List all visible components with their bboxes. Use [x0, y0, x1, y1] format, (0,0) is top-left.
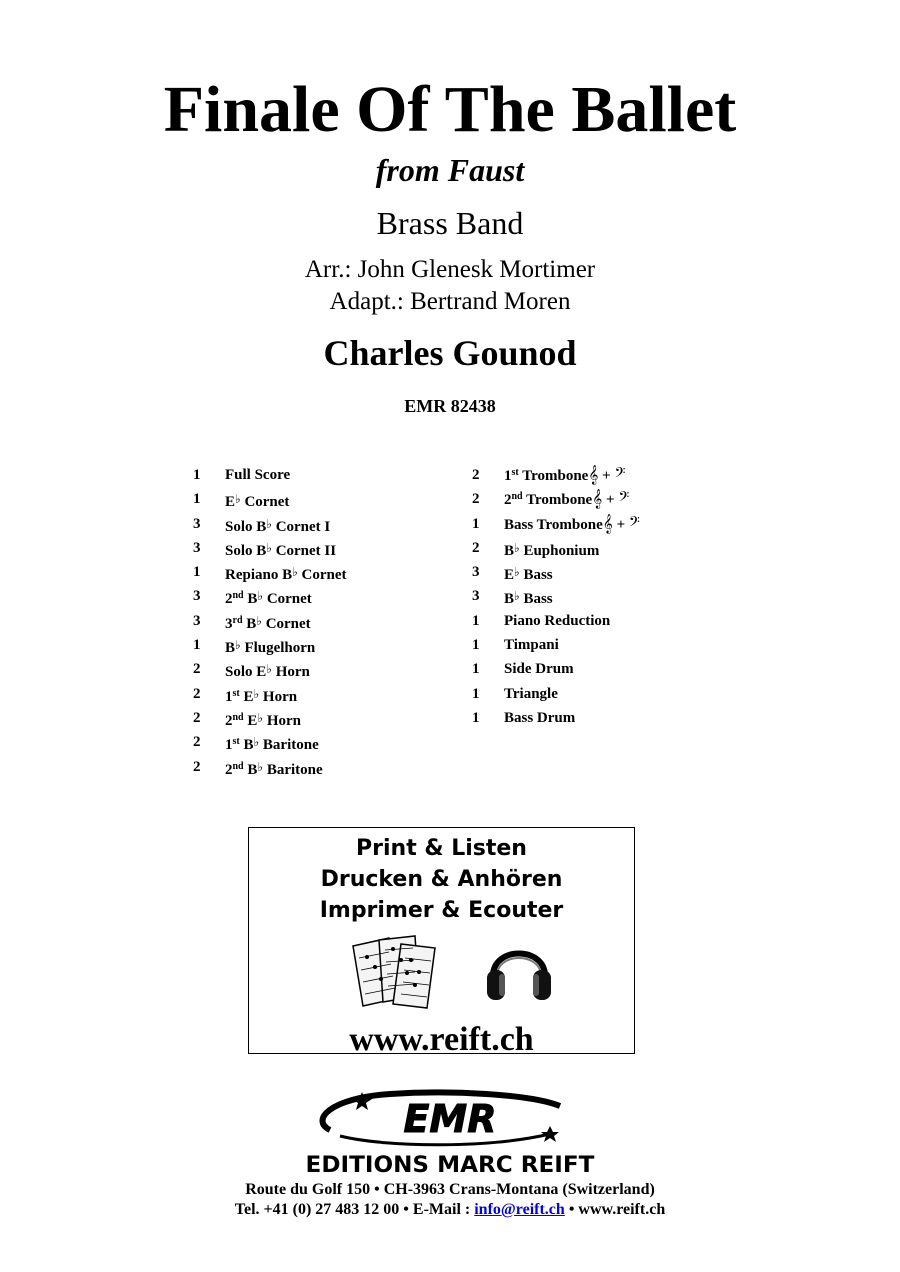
part-quantity: 1 — [472, 709, 480, 726]
part-name — [225, 584, 312, 611]
part-label: Bass Drum — [504, 709, 576, 726]
part-label-suffix: Cornet — [261, 615, 311, 632]
part-row — [193, 536, 453, 560]
bass-clef-icon: 𝄢 — [628, 513, 640, 534]
part-name — [504, 536, 599, 563]
part-name — [504, 657, 574, 681]
part-name — [225, 706, 301, 733]
part-quantity: 1 — [472, 637, 480, 654]
part-row — [193, 755, 453, 779]
treble-clef-icon: 𝄞 — [592, 489, 603, 510]
part-quantity: 1 — [472, 612, 480, 629]
arranger: Arr.: John Glenesk Mortimer — [304, 256, 596, 283]
part-quantity: 2 — [472, 491, 480, 508]
part-quantity: 1 — [472, 515, 480, 532]
part-row — [193, 657, 453, 681]
treble-clef-icon: 𝄞 — [588, 465, 599, 485]
flat-sign-icon: ♭ — [235, 638, 241, 653]
part-name — [504, 512, 640, 537]
part-label: B — [243, 761, 258, 778]
part-row — [193, 682, 453, 706]
part-row — [193, 730, 453, 754]
parts-list-left — [193, 463, 453, 779]
part-name — [225, 609, 311, 636]
part-label-suffix: Cornet — [240, 494, 290, 511]
part-label: B — [225, 640, 236, 657]
part-label-suffix: Baritone — [259, 737, 319, 754]
part-name — [225, 463, 290, 487]
bass-clef-icon: 𝄢 — [618, 489, 630, 510]
part-name — [225, 487, 289, 514]
part-name — [504, 463, 625, 488]
part-label: Timpani — [504, 637, 559, 654]
part-ordinal-suffix: nd — [232, 711, 244, 723]
part-quantity: 2 — [472, 467, 480, 483]
part-row — [472, 633, 732, 657]
part-label: Trombone — [518, 468, 589, 484]
print-listen-label: Print & Listen — [356, 836, 527, 861]
flat-sign-icon: ♭ — [253, 735, 260, 750]
part-row — [193, 706, 453, 730]
part-row — [193, 609, 453, 633]
part-label-suffix: Cornet — [263, 591, 312, 608]
adapter: Adapt.: Bertrand Moren — [329, 288, 571, 315]
flat-sign-icon: ♭ — [257, 759, 264, 774]
part-quantity: 2 — [193, 661, 201, 678]
clef-plus: + — [612, 516, 629, 533]
part-label: E — [239, 688, 254, 705]
part-row — [193, 584, 453, 608]
part-ordinal: 2 — [225, 591, 233, 608]
part-name — [225, 560, 347, 587]
catalog-number: EMR 82438 — [404, 396, 496, 416]
emr-logo — [300, 1086, 600, 1152]
part-row — [472, 560, 732, 584]
part-quantity: 3 — [193, 539, 201, 556]
part-name — [504, 584, 553, 611]
flat-sign-icon: ♭ — [257, 589, 264, 604]
publisher-contact — [0, 1200, 900, 1220]
flat-sign-icon: ♭ — [292, 565, 298, 580]
part-ordinal-suffix: st — [232, 736, 240, 748]
part-label-suffix: Bass — [519, 591, 553, 608]
part-label-suffix: Cornet I — [271, 518, 331, 535]
part-quantity: 2 — [193, 685, 201, 702]
part-label-suffix: Horn — [259, 688, 298, 705]
part-ordinal-suffix: nd — [232, 590, 244, 602]
part-name — [225, 536, 336, 563]
part-row — [193, 633, 453, 657]
part-name — [225, 657, 310, 684]
part-ordinal: 1 — [504, 468, 512, 484]
title: Finale Of The Ballet — [163, 73, 737, 146]
print-listen-box — [248, 827, 635, 1058]
part-label: E — [243, 712, 258, 729]
part-label: Side Drum — [504, 661, 574, 678]
telephone-text: Tel. +41 (0) 27 483 12 00 • E-Mail : — [234, 1201, 475, 1218]
part-row — [193, 487, 453, 511]
part-name — [504, 487, 629, 512]
part-ordinal: 2 — [504, 492, 512, 509]
part-name — [225, 755, 323, 782]
part-quantity: 3 — [472, 588, 480, 605]
subtitle: from Faust — [375, 152, 525, 188]
emr-logo-text: EMR — [403, 1097, 497, 1141]
part-quantity: 2 — [193, 758, 201, 775]
part-quantity: 2 — [193, 734, 201, 751]
part-ordinal: 2 — [225, 761, 233, 778]
part-row — [472, 512, 732, 536]
flat-sign-icon: ♭ — [266, 516, 272, 531]
part-quantity: 1 — [193, 491, 201, 508]
part-label-suffix: Cornet — [297, 567, 347, 584]
part-label: B — [504, 591, 515, 608]
part-name — [225, 633, 315, 660]
part-label: E — [504, 567, 515, 584]
part-quantity: 1 — [472, 685, 480, 702]
part-quantity: 3 — [193, 612, 201, 629]
part-name — [504, 560, 553, 587]
part-row — [472, 682, 732, 706]
parts-list-right — [472, 463, 732, 730]
part-row — [472, 609, 732, 633]
part-name — [225, 682, 297, 709]
part-label-suffix: Bass — [519, 567, 553, 584]
part-row — [472, 536, 732, 560]
flat-sign-icon: ♭ — [266, 662, 272, 677]
composer: Charles Gounod — [323, 333, 577, 373]
part-ordinal-suffix: nd — [511, 491, 523, 503]
flat-sign-icon: ♭ — [256, 613, 262, 628]
part-quantity: 1 — [193, 564, 201, 581]
ensemble: Brass Band — [376, 205, 524, 241]
part-ordinal: 2 — [225, 712, 233, 729]
publisher-address: Route du Golf 150 • CH-3963 Crans-Montana (Switzerland) — [245, 1181, 655, 1198]
part-row — [472, 706, 732, 730]
part-name — [504, 682, 558, 706]
website-text: • www.reift.ch — [564, 1201, 666, 1218]
part-quantity: 1 — [193, 637, 201, 654]
part-row — [472, 463, 732, 487]
part-ordinal: 1 — [225, 737, 233, 754]
flat-sign-icon: ♭ — [257, 710, 264, 725]
part-row — [472, 584, 732, 608]
part-label-suffix: Cornet II — [271, 542, 337, 559]
part-label-suffix: Horn — [271, 664, 310, 681]
part-label-suffix: Horn — [263, 712, 301, 729]
part-label: Bass Trombone — [504, 516, 603, 533]
flat-sign-icon: ♭ — [514, 540, 520, 555]
part-label: Triangle — [504, 685, 558, 702]
flat-sign-icon: ♭ — [253, 686, 260, 701]
part-ordinal-suffix: st — [511, 467, 519, 478]
part-row — [472, 487, 732, 511]
part-label: Solo B — [225, 542, 267, 559]
part-quantity: 1 — [193, 467, 201, 483]
part-label: Solo E — [225, 664, 267, 681]
flat-sign-icon: ♭ — [514, 589, 520, 604]
part-ordinal-suffix: st — [232, 687, 240, 699]
part-label: Repiano B — [225, 567, 293, 584]
part-quantity: 3 — [193, 515, 201, 532]
part-row — [193, 512, 453, 536]
part-name — [504, 609, 610, 633]
part-name — [225, 512, 330, 539]
part-quantity: 1 — [472, 661, 480, 678]
part-label: B — [239, 737, 254, 754]
part-quantity: 2 — [193, 709, 201, 726]
drucken-anhoeren-label: Drucken & Anhören — [320, 867, 563, 892]
clef-plus: + — [598, 468, 615, 484]
flat-sign-icon: ♭ — [235, 492, 241, 507]
treble-clef-icon: 𝄞 — [602, 513, 613, 534]
part-label-suffix: Flugelhorn — [240, 640, 316, 657]
part-quantity: 2 — [472, 539, 480, 556]
part-label: Piano Reduction — [504, 612, 611, 629]
part-row — [472, 657, 732, 681]
part-ordinal-suffix: rd — [232, 614, 243, 626]
part-label: B — [243, 591, 258, 608]
part-row — [193, 463, 453, 487]
clef-plus: + — [602, 492, 619, 509]
bass-clef-icon: 𝄢 — [614, 465, 626, 485]
part-label-suffix: Euphonium — [519, 542, 600, 559]
publisher-name: EDITIONS MARC REIFT — [305, 1153, 595, 1178]
part-row — [193, 560, 453, 584]
flat-sign-icon: ♭ — [266, 540, 272, 555]
imprimer-ecouter-label: Imprimer & Ecouter — [319, 898, 564, 923]
part-name — [504, 706, 575, 730]
box-icons — [249, 926, 634, 1018]
part-ordinal: 3 — [225, 615, 233, 632]
headphones-icon — [485, 932, 553, 1004]
part-label: Full Score — [225, 467, 291, 483]
email-link[interactable]: info@reift.ch — [474, 1201, 565, 1218]
part-label: B — [242, 615, 257, 632]
part-name — [225, 730, 319, 757]
website-url[interactable]: www.reift.ch — [349, 1021, 534, 1058]
part-ordinal: 1 — [225, 688, 233, 705]
part-label: Trombone — [522, 492, 593, 509]
part-label-suffix: Baritone — [263, 761, 323, 778]
part-label: B — [504, 542, 515, 559]
part-ordinal-suffix: nd — [232, 760, 244, 772]
part-quantity: 3 — [193, 588, 201, 605]
flat-sign-icon: ♭ — [514, 565, 520, 580]
sheet-music-icon — [349, 932, 441, 1012]
part-label: E — [225, 494, 236, 511]
part-label: Solo B — [225, 518, 267, 535]
part-name — [504, 633, 559, 657]
part-quantity: 3 — [472, 564, 480, 581]
